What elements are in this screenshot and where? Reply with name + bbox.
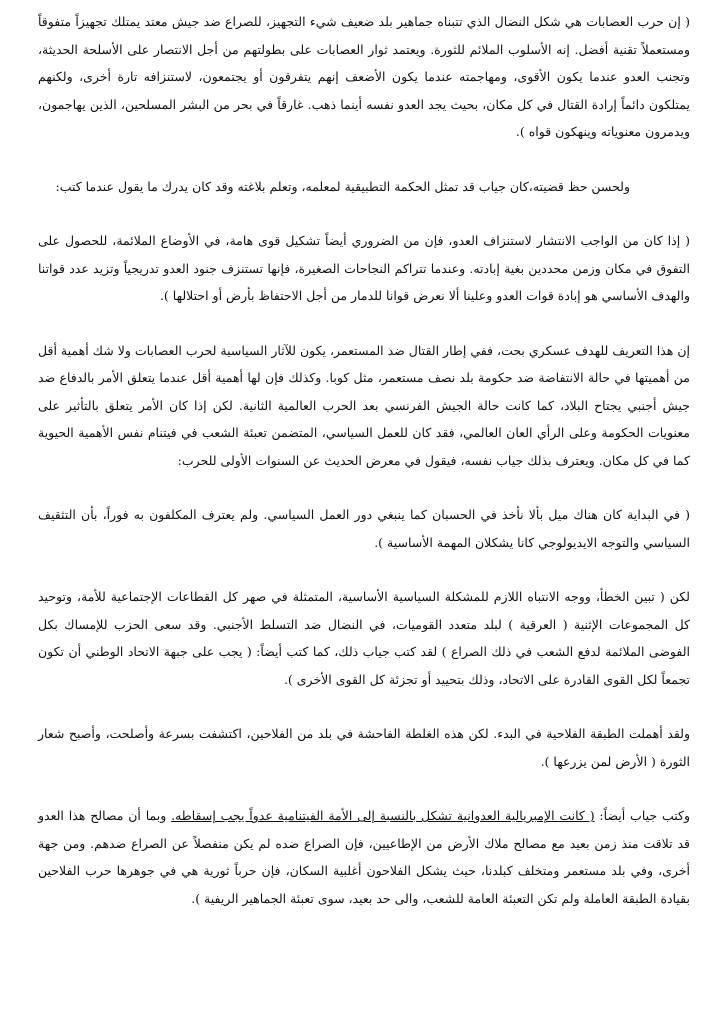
- underlined-quote: ( كانت الإمبريالية العدوانية تشكل بالنسبة إلى الأمة الفيتنامية عدواً يجب إسقاطه.: [171, 808, 595, 823]
- paragraph-giap-intro: ولحسن حظ قضيته،كان جياب قد تمثل الحكمة التطبيقية لمعلمه، وتعلم بلاغته وقد كان يدرك ما يقول عندما كتب:: [55, 178, 630, 194]
- paragraph-giap-quote-attrition: ( إذا كان من الواجب الانتشار لاستنزاف العدو، فإن من الضروري أيضاً تشكيل قوى هامة، في الأوضاع الملائمة، للحصول على التفوق في مكان وزمن محددين بغية إبادته. وعندما تتراكم النجاحات الصغيرة، فإنها تستنزف جنود العدو تدريجياً وتزيد عدد قواتنا والهدف الأساسي هو إبادة قوات العدو وعلينا ألا نعرض قوانا للدمار من أجل الاحتفاظ بأرض أو احتلالها ).: [38, 233, 690, 303]
- paragraph-giap-imperialism: [38, 802, 690, 912]
- paragraph-rest-text: وبما أن مصالح هذا العدو قد تلاقت منذ زمن بعيد مع مصالح ملاك الأرض من الإطاعيين، فإن الصراع ضده لم يكن منفصلاً عن الصراع ضدهم. ومن جهة أخرى، وفي بلد مستعمر ومتخلف كبلدنا، حيث يشكل الفلاحون أغلبية السكان، فإن حرباً ثورية هي في جوهرها حرب الفلاحين بقيادة الطبقة العاملة ولم تكن التعبئة العامة للشعب، والى حد بعيد، سوى تعبئة الجماهير الريفية ).: [38, 808, 690, 906]
- paragraph-giap-quote-beginning: ( في البداية كان هناك ميل بألا نأخذ في الحسبان كما ينبغي دور العمل السياسي. ولم يعترف المكلفون به فوراً، بأن التثقيف السياسي والتوجه الايديولوجي كانا يشكلان المهمة الأساسية ).: [38, 507, 690, 550]
- paragraph-guerrilla-definition: ( إن حرب العصابات هي شكل النضال الذي تتبناه جماهير بلد ضعيف شيء التجهيز، للصراع ضد جيش معتد يمتلك تجهيزاً متفوقاً ومستعملاً تقنية أفضل. إنه الأسلوب الملائم للثورة. ويعتمد ثوار العصابات على بطولتهم من أجل الانتصار على الأسلحة الحديثة، وتجنب العدو عندما يكون الأقوى، ومهاجمته عندما يكون الأضعف إنهم يتفرقون أو يجتمعون، لاستنزافه تارة أخرى، ولكنهم يمتلكون دائماً إرادة القتال في كل مكان، بحيث يجد العدو نفسه أينما ذهب. غارقاً في بحر من البشر المسلحين، الذين يهاجمون، ويدمرون معنوياته وينهكون قواه ).: [38, 14, 690, 139]
- paragraph-political-effects: إن هذا التعريف للهدف عسكري بحت، ففي إطار القتال ضد المستعمر، يكون للآثار السياسية لحرب العصابات ولا شك أهمية أقل من أهميتها في حالة الانتفاضة ضد حكومة بلد نصف مستعمر، مثل كوبا. وكذلك فإن لها أهمية أقل عندما يتعلق الأمر بالدفاع ضد جيش أجنبي يجتاح البلاد، كما كانت حالة الجيش الفرنسي بعد الحرب العالمية الثانية. لكن إذا كان الأمر يتعلق بالتأثير على معنويات الحكومة وعلى الرأي العان العالمي، فقد كان للعمل السياسي، المتضمن تعبئة الشعب في فيتنام نفس الأهمية الحيوية كما في كل مكان. ويعترف بذلك جياب نفسه، فيقول في معرض الحديث عن السنوات الأولى للحرب:: [38, 342, 690, 468]
- paragraph-lead-text: وكتب جياب أيضاً:: [594, 808, 690, 823]
- paragraph-peasant-class: ولقد أهملت الطبقة الفلاحية في البدء. لكن هذه الغلطة الفاحشة في بلد من الفلاحين، اكتشفت بسرعة وأصلحت، وأصبح شعار الثورة ( الأرض لمن يزرعها ).: [38, 726, 690, 769]
- paragraph-error-corrected: لكن ( تبين الخطأ، ووجه الانتباه اللازم للمشكلة السياسية الأساسية، المتمثلة في صهر كل القطاعات الإجتماعية للأمة، وتوحيد كل المجموعات الإثنية ( العرقية ) لبلد متعدد القوميات، في النضال ضد التسلط الأجنبي. وقد سعى الحزب للإمساك بكل الفوضى الملائمة لدفع الشعب في ذلك الصراع ) لقد كتب جياب ذلك، كما كتب أيضاً: ( يجب على جبهة الاتحاد الوطني أن تكون تجمعاً لكل القوى القادرة على الاتحاد، وذلك بتحييد أو تجزئة كل القوى الأخرى ).: [38, 589, 690, 687]
